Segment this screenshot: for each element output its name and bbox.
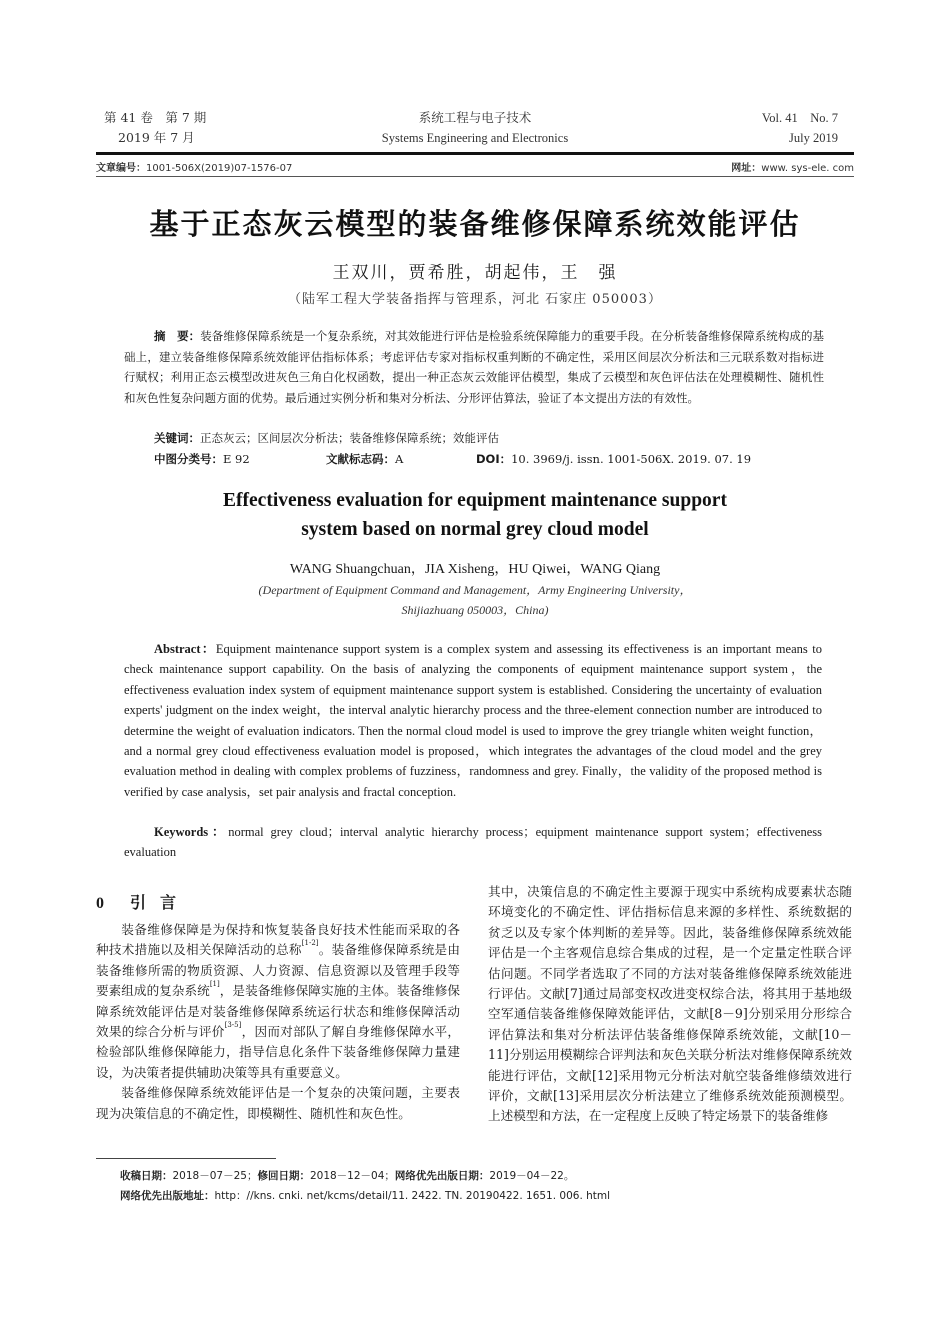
clc-number	[154, 449, 250, 469]
received-label: 收稿日期：	[120, 1170, 173, 1182]
website-label: 网址：	[731, 163, 762, 174]
online-url-label: 网络优先出版地址：	[120, 1190, 215, 1202]
section-heading-introduction	[96, 890, 190, 913]
article-number-value: 1001-506X(2019)07-1576-07	[146, 163, 293, 174]
footnote-rule	[96, 1158, 276, 1159]
abstract-en-label: Abstract：	[154, 642, 216, 656]
keywords-en	[124, 822, 822, 863]
header-volume-date-en	[762, 108, 838, 148]
footnote-dates	[120, 1166, 860, 1186]
authors-cn: 王双川，贾希胜，胡起伟，王 强	[332, 263, 618, 283]
citation[interactable]: [3-5]	[224, 1021, 242, 1030]
body-paragraph: 其中，决策信息的不确定性主要源于现实中系统构成要素状态随环境变化的不确定性、评估指标信息来源的多样性、系统数据的贫乏以及专家个体判断的差异等。因此，装备维修保障系统效能评估是一个主客观信息综合集成的过程，是一个定量定性联合评估问题。不同学者选取了不同的方法对装备维修保障系统效能进行评估。文献[7]通过局部变权改进变权综合法，将其用于基地级空军通信装备维修保障效能评估，文献[8－9]分别采用分形综合评估算法和集对分析法评估装备维修保障系统效能，文献[10－11]分别运用模糊综合评判法和灰色关联分析法对维修保障系统效能进行评估，文献[12]采用物元分析法对航空装备维修绩效进行评价，文献[13]采用层次分析法建立了维修系统效能预测模型。上述模型和方法，在一定程度上反映了特定场景下的装备维修	[488, 884, 852, 1124]
body-paragraph: 装备维修保障是为保持和恢复装备良好技术性能而采取的各种技术措施以及相关保障活动的总称[1-2]。装备维修保障系统是由装备维修所需的物质资源、人力资源、信息资源以及管理手段等要素组成的复杂系统[1]，是装备维修保障实施的主体。装备维修保障系统效能评估是对装备维修保障系统运行状态和维修保障活动效果的综合分析与评价[3-5]，因而对部队了解自身维修保障水平，检验部队维修保障能力，指导信息化条件下装备维修保障力量建设，为决策者提供辅助决策等具有重要意义。	[96, 922, 461, 1080]
journal-website	[731, 159, 854, 174]
body-paragraph: 装备维修保障系统效能评估是一个复杂的决策问题，主要表现为决策信息的不确定性，即模糊性、随机性和灰色性。	[96, 1085, 460, 1121]
header-journal-name	[300, 108, 650, 148]
paper-title-cn: 基于正态灰云模型的装备维修保障系统效能评估	[149, 207, 801, 241]
footnote-url	[120, 1186, 860, 1206]
document-code-label: 文献标志码：	[326, 452, 395, 466]
online-date: 2019－04－22。	[489, 1170, 575, 1182]
website-value: www. sys-ele. com	[761, 163, 854, 174]
affiliation-en	[100, 580, 850, 620]
citation[interactable]: [1]	[209, 980, 220, 989]
keywords-en-label: Keywords：	[154, 825, 229, 839]
keywords-cn-text: 正态灰云；区间层次分析法；装备维修保障系统；效能评估	[200, 431, 499, 445]
revised-label: 修回日期：	[257, 1170, 310, 1182]
body-column-left	[96, 920, 460, 1124]
paper-title-en-line1: Effectiveness evaluation for equipment maintenance support	[223, 490, 727, 511]
keywords-cn-label: 关键词：	[154, 431, 200, 445]
document-code-value: A	[395, 452, 404, 466]
clc-label: 中图分类号：	[154, 452, 223, 466]
online-label: 网络优先出版日期：	[394, 1170, 490, 1182]
paper-title-en-line2: system based on normal grey cloud model	[301, 519, 649, 540]
meta-rule	[96, 176, 854, 177]
header-volume-date-cn	[104, 108, 206, 148]
keywords-cn	[124, 428, 824, 448]
body-column-right	[488, 882, 852, 1127]
paper-title-en	[100, 486, 850, 544]
abstract-en-text: Equipment maintenance support system is a complex system and assessing its effectiveness is an important means to check maintenance support capability. On the basis of analyzing the components of equipment maintenance support system，the effectiveness evaluation index system of equipment maintenance support system is established. Considering the uncertainty of evaluation experts' judgment on the index weight，the interval analytic hierarchy process and the three-element connection number are introduced to determine the weight of evaluation indicators. Then the normal cloud model is used to improve the grey triangle whiten weight function，and a normal grey cloud effectiveness evaluation model is proposed，which integrates the advantages of the cloud model and the grey evaluation method in dealing with complex problems of fuzziness，randomness and grey. Finally，the validity of the proposed method is verified by case analysis，set pair analysis and fractal conception.	[124, 642, 822, 799]
section-title: 引言	[130, 893, 191, 912]
section-number: 0	[96, 895, 104, 912]
keywords-en-text: normal grey cloud；interval analytic hierarchy process；equipment maintenance support system；effectiveness evaluation	[124, 825, 822, 860]
volume-issue-en: Vol. 41 No. 7	[761, 111, 838, 125]
affiliation-cn: （陆军工程大学装备指挥与管理系，河北 石家庄 050003）	[288, 292, 662, 307]
article-number	[96, 159, 292, 174]
document-code	[326, 449, 403, 469]
abstract-cn-label: 摘 要：	[154, 329, 201, 343]
received-date: 2018－07－25；	[172, 1170, 258, 1182]
authors-en: WANG Shuangchuan，JIA Xisheng，HU Qiwei，WANG Qiang	[289, 562, 661, 577]
affiliation-en-line2: Shijiazhuang 050003，China)	[401, 603, 549, 617]
abstract-en	[124, 639, 822, 802]
abstract-cn-text: 装备维修保障系统是一个复杂系统，对其效能进行评估是检验系统保障能力的重要手段。在分析装备维修保障系统构成的基础上，建立装备维修保障系统效能评估指标体系；考虑评估专家对指标权重判断的不确定性，采用区间层次分析法和三元联系数对指标进行赋权；利用正态云模型改进灰色三角白化权函数，提出一种正态灰云效能评估模型，集成了云模型和灰色评估法在处理模糊性、随机性和灰色性复杂问题方面的优势。最后通过实例分析和集对分析法、分形评估算法，验证了本文提出方法的有效性。	[124, 329, 825, 405]
doi	[476, 449, 751, 469]
revised-date: 2018－12－04；	[309, 1170, 395, 1182]
doi-link[interactable]: 10. 3969/j. issn. 1001-506X. 2019. 07. 19	[511, 452, 752, 466]
journal-name-en: Systems Engineering and Electronics	[381, 131, 569, 145]
clc-value: E 92	[223, 452, 250, 466]
volume-issue-cn: 第 41 卷 第 7 期	[104, 110, 207, 125]
online-url-link[interactable]: http：//kns. cnki. net/kcms/detail/11. 2422. TN. 20190422. 1651. 006. html	[214, 1190, 611, 1202]
abstract-cn	[124, 326, 824, 408]
affiliation-en-line1: (Department of Equipment Command and Management，Army Engineering University，	[258, 583, 692, 597]
header-rule	[96, 152, 854, 155]
date-en: July 2019	[789, 131, 838, 145]
date-cn: 2019 年 7 月	[118, 130, 195, 145]
doi-label: DOI：	[476, 452, 512, 466]
citation[interactable]: [1-2]	[301, 939, 319, 948]
article-number-label: 文章编号：	[96, 163, 146, 174]
journal-name-cn: 系统工程与电子技术	[418, 110, 532, 125]
